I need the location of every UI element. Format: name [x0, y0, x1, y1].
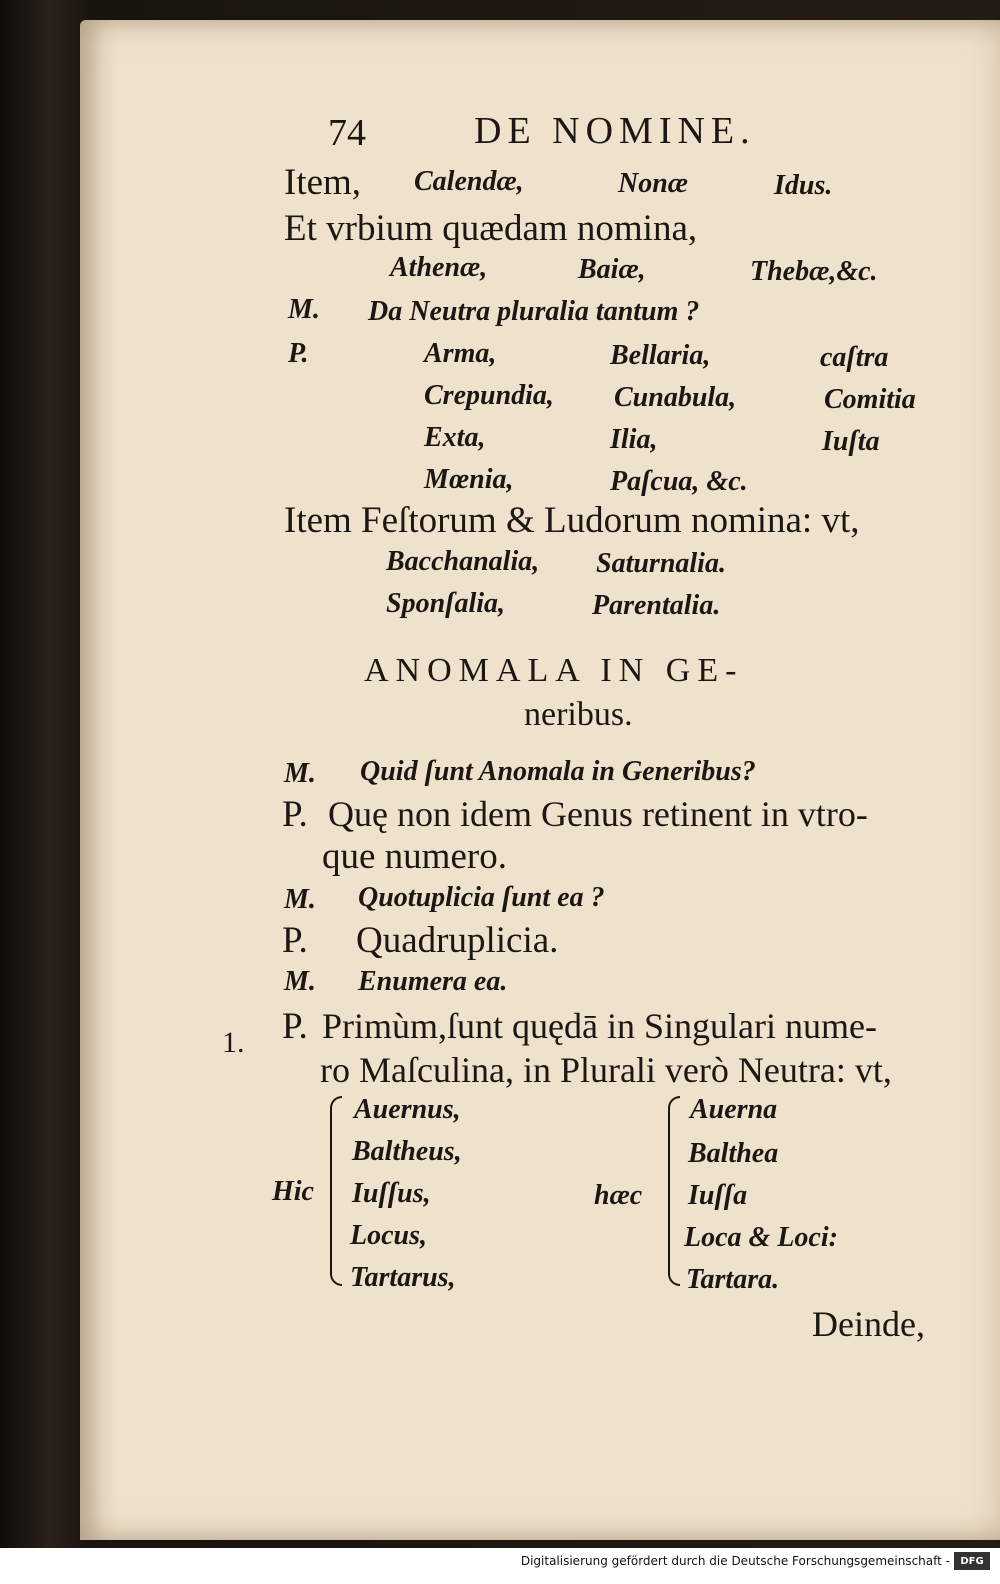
answer-primum: Primùm,ſunt quędā in Singulari nume- [322, 1006, 877, 1046]
question-quotuplicia: Quotuplicia ſunt ea ? [358, 882, 605, 913]
left-brace [330, 1096, 342, 1286]
label-haec: hæc [594, 1180, 643, 1211]
word-moenia: Mœnia, [424, 464, 514, 495]
line-urbium: Et vrbium quædam nomina, [284, 208, 698, 249]
left-word: Locus, [350, 1220, 427, 1251]
word-arma: Arma, [424, 338, 497, 369]
left-word: Tartarus, [350, 1262, 456, 1293]
catchword: Deinde, [812, 1304, 925, 1344]
running-title: DE NOMINE. [474, 110, 756, 152]
right-word: Tartara. [686, 1264, 780, 1295]
speaker-m: M. [288, 294, 320, 325]
word-thebae: Thebæ,&c. [750, 256, 878, 287]
question-neutra: Da Neutra pluralia tantum ? [368, 296, 700, 327]
word-calendae: Calendæ, [414, 166, 524, 197]
word-comitia: Comitia [824, 384, 916, 415]
label-hic: Hic [272, 1176, 314, 1207]
word-athenae: Athenæ, [390, 252, 488, 283]
section-heading-cont: neribus. [524, 696, 633, 733]
page-number: 74 [328, 112, 366, 154]
word-bacchanalia: Bacchanalia, [386, 546, 540, 577]
word-crepundia: Crepundia, [424, 380, 554, 411]
speaker-m: M. [284, 758, 316, 789]
word-ilia: Ilia, [610, 424, 658, 455]
word-parentalia: Parentalia. [592, 590, 721, 621]
dfg-logo-icon: DFG [954, 1552, 990, 1570]
word-nonae: Nonæ [618, 168, 689, 199]
answer-primum-cont: ro Maſculina, in Plurali verò Neutra: vt, [320, 1050, 892, 1090]
footer-credit: Digitalisierung gefördert durch die Deutsche Forschungsgemeinschaft - [520, 1554, 950, 1568]
speaker-p: P. [282, 920, 308, 961]
section-heading: ANOMALA IN GE- [364, 652, 744, 689]
word-castra: caſtra [820, 342, 889, 373]
speaker-p: P. [282, 1006, 308, 1047]
word-iusta: Iuſta [822, 426, 880, 457]
word-pascua: Paſcua, &c. [610, 466, 748, 497]
right-word: Auerna [690, 1094, 778, 1125]
right-word: Balthea [688, 1138, 779, 1169]
speaker-m: M. [284, 884, 316, 915]
answer-anomala: Quę non idem Genus retinent in vtro- [328, 794, 868, 834]
word-sponsalia: Sponſalia, [386, 588, 506, 619]
answer-anomala-cont: que numero. [322, 836, 507, 877]
word-baiae: Baiæ, [578, 254, 646, 285]
line-item: Item, [284, 162, 362, 203]
word-bellaria: Bellaria, [610, 340, 711, 371]
right-brace [668, 1096, 680, 1286]
word-exta: Exta, [424, 422, 486, 453]
word-saturnalia: Saturnalia. [596, 548, 726, 579]
margin-note: 1. [222, 1026, 245, 1059]
right-word: Loca & Loci: [684, 1222, 838, 1253]
left-word: Baltheus, [352, 1136, 462, 1167]
word-idus: Idus. [774, 170, 833, 201]
line-festorum: Item Feſtorum & Ludorum nomina: vt, [284, 500, 860, 541]
speaker-p: P. [288, 338, 309, 369]
word-cunabula: Cunabula, [614, 382, 737, 413]
speaker-m: M. [284, 966, 316, 997]
question-anomala: Quid ſunt Anomala in Generibus? [360, 756, 756, 787]
question-enumera: Enumera ea. [358, 966, 508, 997]
right-word: Iuſſa [688, 1180, 748, 1211]
speaker-p: P. [282, 794, 308, 835]
answer-quadruplicia: Quadruplicia. [356, 920, 559, 961]
left-word: Auernus, [354, 1094, 461, 1125]
left-word: Iuſſus, [352, 1178, 431, 1209]
